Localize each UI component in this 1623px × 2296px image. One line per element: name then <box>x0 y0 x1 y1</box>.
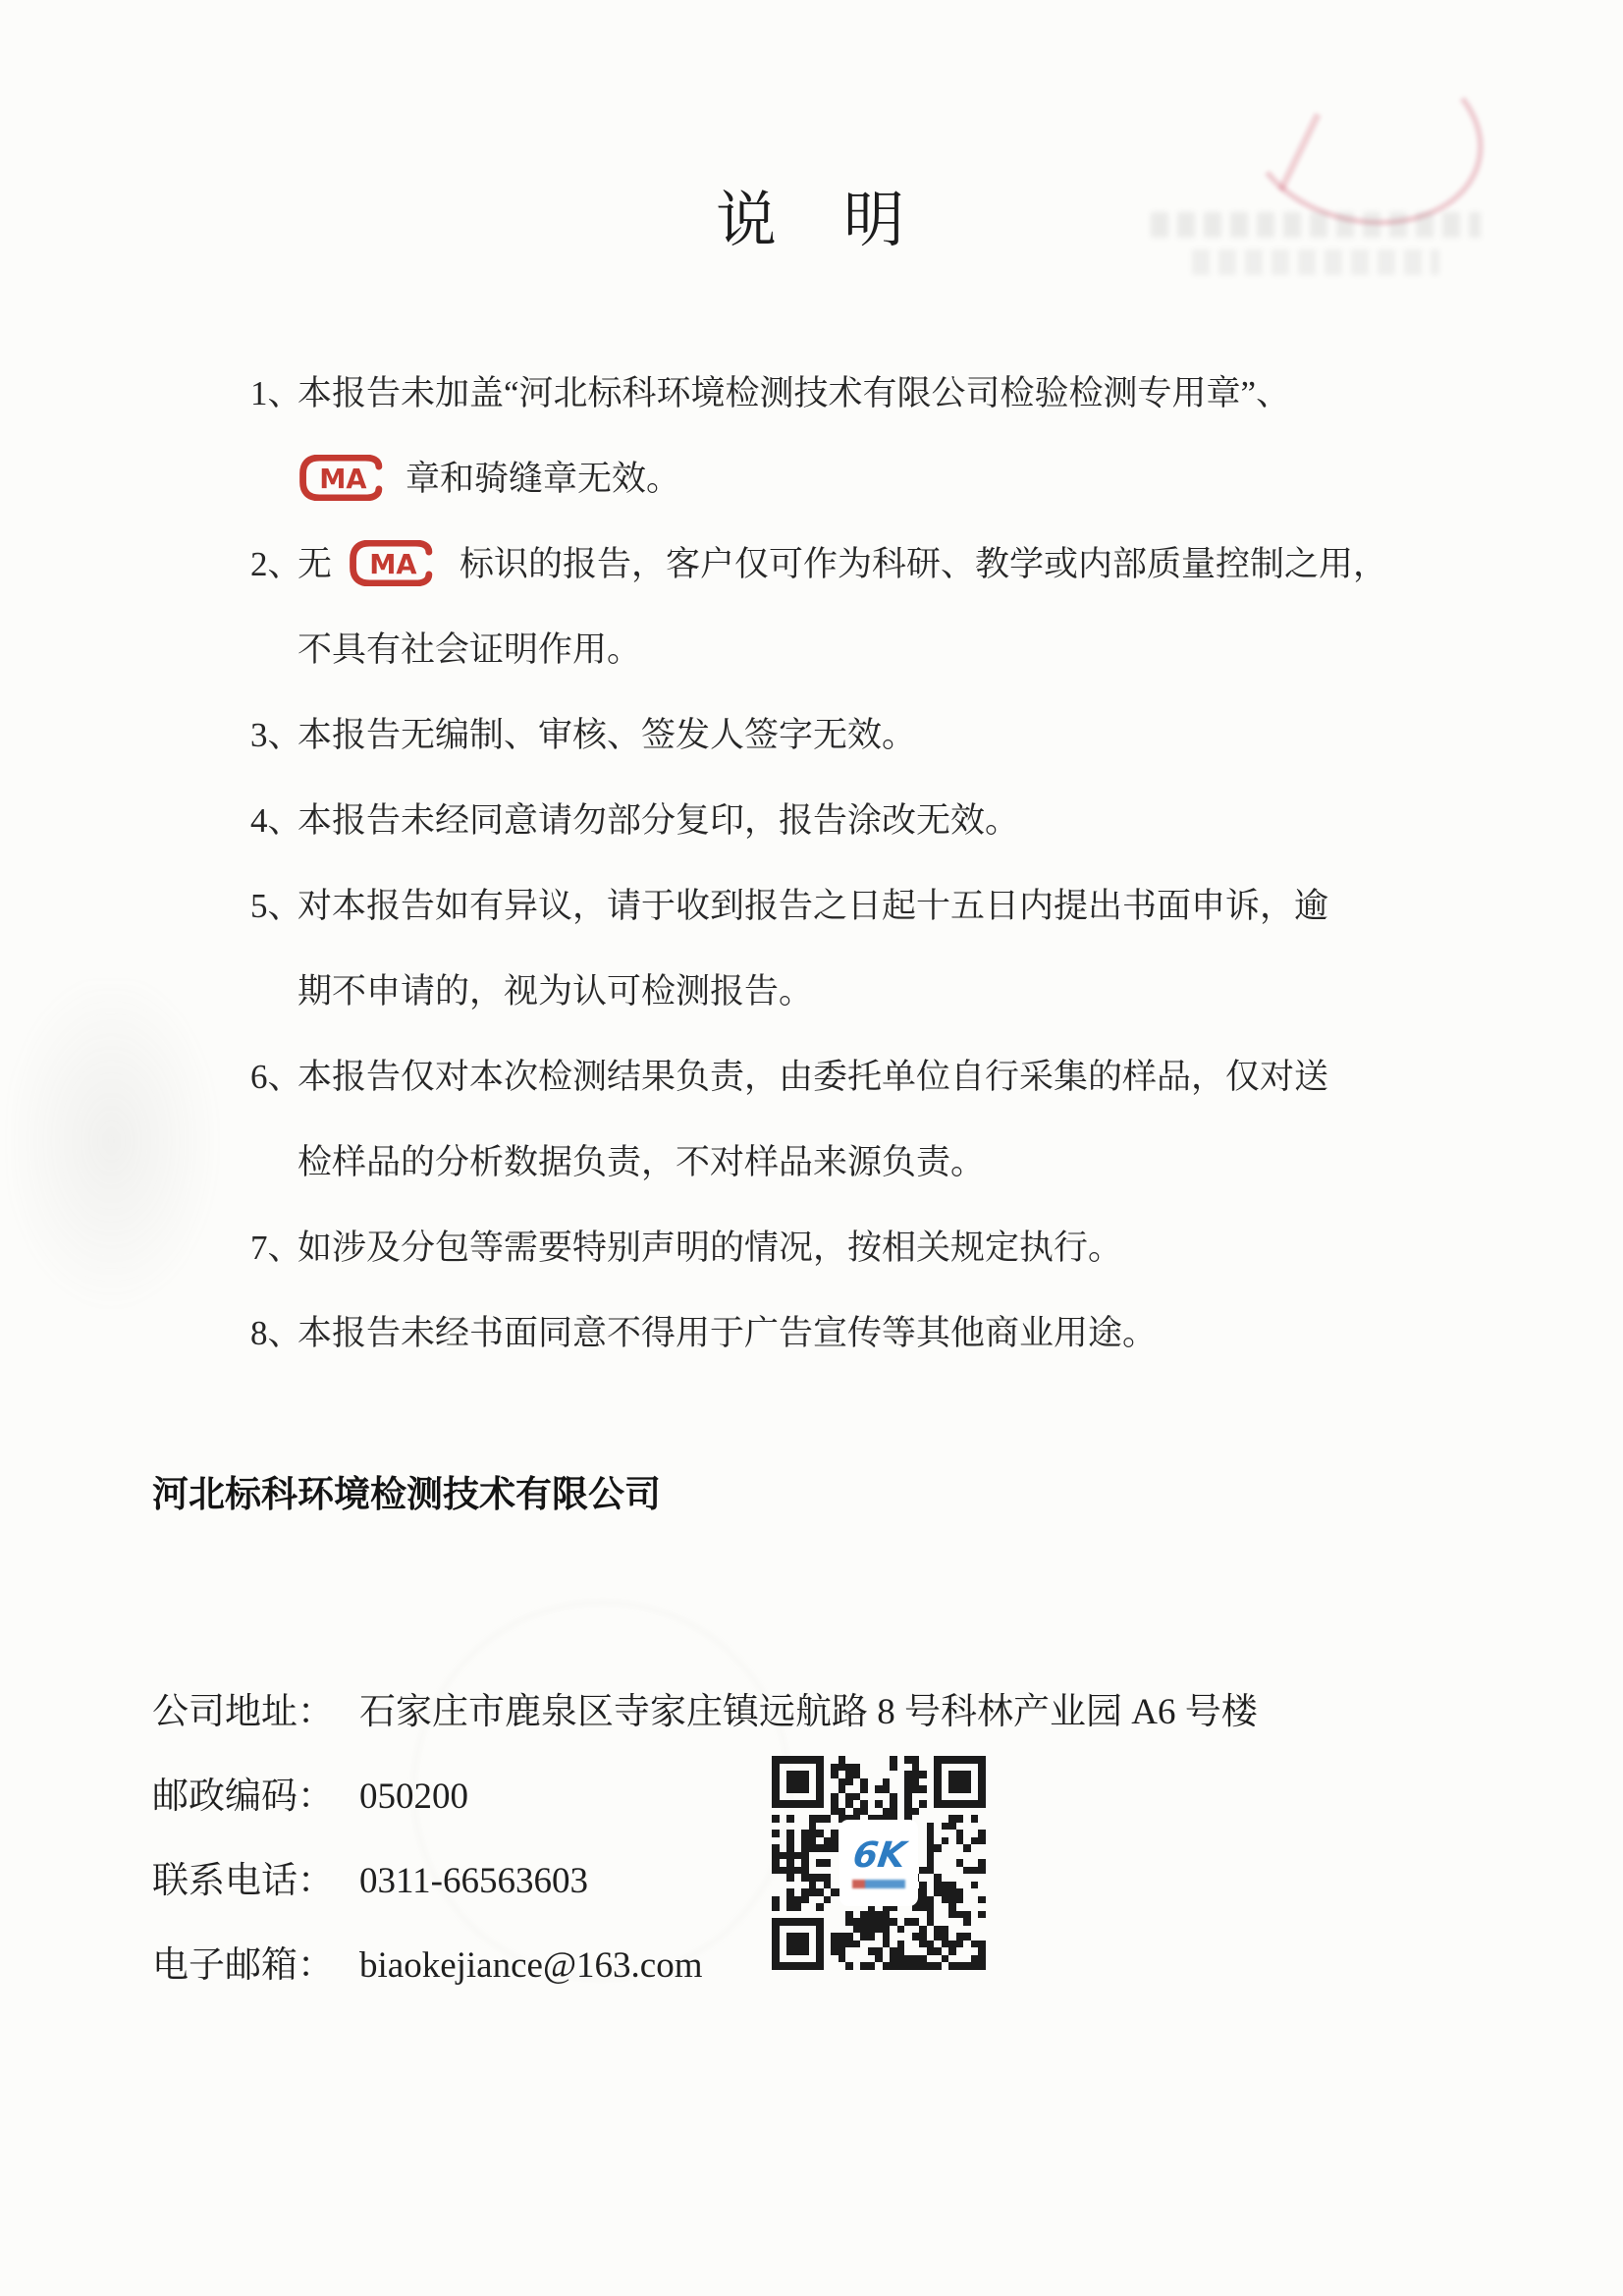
address-value: 石家庄市鹿泉区寺家庄镇远航路 8 号科林产业园 A6 号楼 <box>359 1692 1258 1732</box>
qr-logo-subtext <box>852 1880 905 1888</box>
note-text: 检样品的分析数据负责，不对样品来源负责。 <box>298 1143 986 1181</box>
note-number: 8、 <box>250 1314 302 1352</box>
contact-postcode-row <box>152 1755 1258 1839</box>
contact-address-row <box>152 1670 1258 1755</box>
note-item-6 <box>250 1034 1507 1205</box>
note-text: 期不申请的，视为认可检测报告。 <box>298 972 814 1011</box>
note-number: 3、 <box>250 716 302 754</box>
note-line <box>250 949 1507 1034</box>
note-item-5 <box>250 863 1507 1034</box>
address-label: 公司地址： <box>152 1692 334 1732</box>
note-item-8 <box>250 1290 1507 1376</box>
email-value: biaokejiance@163.com <box>359 1945 703 1986</box>
note-line <box>250 778 1507 863</box>
note-text: 标识的报告，客户仅可作为科研、教学或内部质量控制之用， <box>460 545 1388 583</box>
note-line <box>250 863 1507 949</box>
note-text: 无 <box>298 545 333 583</box>
note-item-4 <box>250 778 1507 863</box>
note-line <box>250 692 1507 778</box>
note-text: 本报告无编制、审核、签发人签字无效。 <box>298 716 917 754</box>
note-line <box>250 1290 1507 1376</box>
note-line <box>250 607 1507 692</box>
cma-mark-icon <box>299 455 390 501</box>
note-text: 本报告未经同意请勿部分复印，报告涂改无效。 <box>298 801 1020 840</box>
note-line <box>250 1205 1507 1290</box>
email-label: 电子邮箱： <box>152 1945 334 1986</box>
note-item-1 <box>250 351 1507 521</box>
cma-mark-label: MA <box>369 550 417 581</box>
note-item-3 <box>250 692 1507 778</box>
phone-label: 联系电话： <box>152 1861 334 1901</box>
note-text: 本报告未加盖“河北标科环境检测技术有限公司检验检测专用章”、 <box>298 374 1291 412</box>
cma-mark-icon <box>350 540 440 586</box>
note-text: 本报告仅对本次检测结果负责，由委托单位自行采集的样品，仅对送 <box>298 1058 1329 1096</box>
note-item-7 <box>250 1205 1507 1290</box>
note-text: 不具有社会证明作用。 <box>298 630 642 669</box>
note-line <box>250 521 1507 607</box>
note-line <box>250 1034 1507 1120</box>
note-number: 4、 <box>250 801 302 840</box>
scan-smudge <box>10 982 236 1336</box>
postcode-label: 邮政编码： <box>152 1777 334 1817</box>
note-text: 章和骑缝章无效。 <box>406 460 681 498</box>
note-number: 1、 <box>250 374 302 412</box>
note-text: 本报告未经书面同意不得用于广告宣传等其他商业用途。 <box>298 1314 1158 1352</box>
note-line <box>250 351 1507 436</box>
note-number: 7、 <box>250 1229 302 1267</box>
page-title: 说 明 <box>715 188 907 254</box>
qr-logo-mark: 6K <box>849 1835 908 1876</box>
note-text: 如涉及分包等需要特别声明的情况，按相关规定执行。 <box>298 1229 1123 1267</box>
qr-center-logo <box>839 1820 918 1906</box>
note-number: 2、 <box>250 545 302 583</box>
postcode-value: 050200 <box>359 1777 468 1817</box>
cma-mark-label: MA <box>319 465 367 496</box>
note-number: 6、 <box>250 1058 302 1096</box>
note-line <box>250 436 1507 521</box>
contact-info <box>152 1670 1258 2008</box>
note-text: 对本报告如有异议，请于收到报告之日起十五日内提出书面申诉，逾 <box>298 887 1329 925</box>
contact-qrcode <box>772 1756 986 1970</box>
contact-phone-row <box>152 1835 1258 1924</box>
note-line <box>250 1120 1507 1205</box>
contact-email-row <box>152 1924 1258 2008</box>
note-item-2 <box>250 521 1507 692</box>
note-number: 5、 <box>250 887 302 925</box>
company-name: 河北标科环境检测技术有限公司 <box>152 1474 661 1514</box>
notes-list <box>250 351 1507 1376</box>
phone-value: 0311-66563603 <box>359 1861 588 1901</box>
